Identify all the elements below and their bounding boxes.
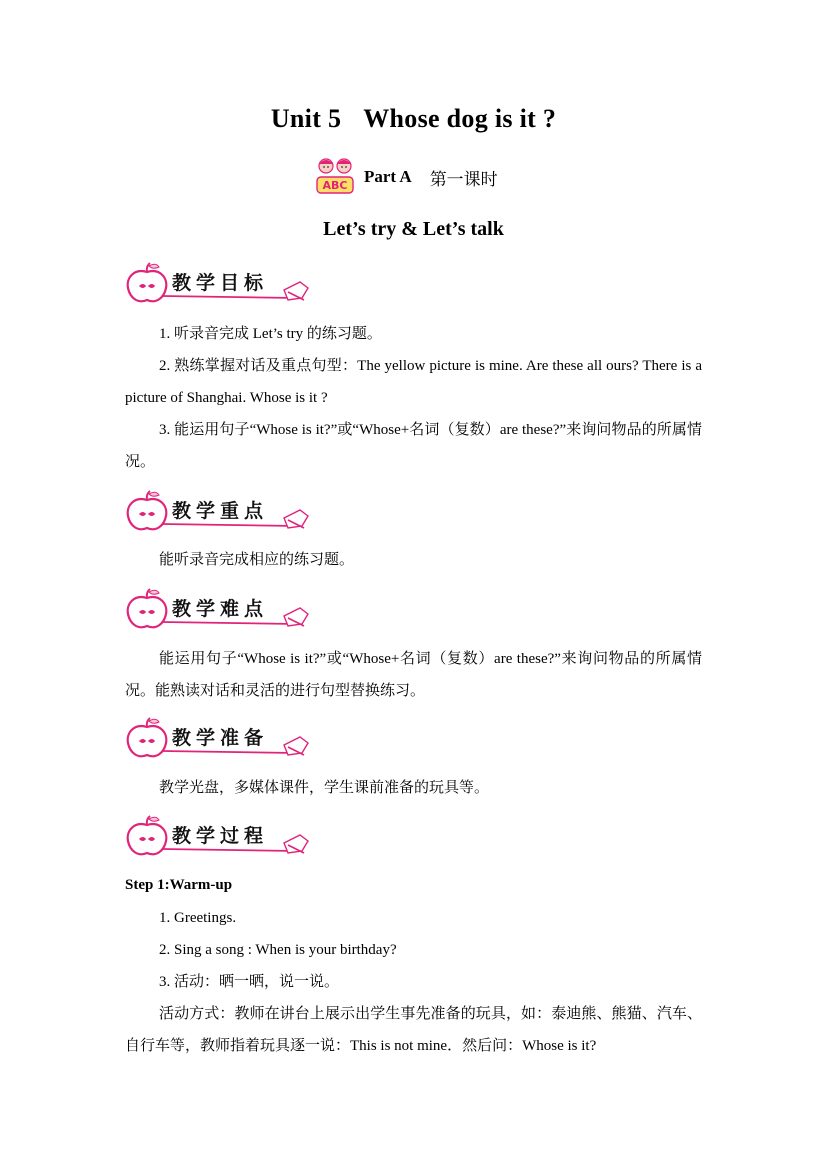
section-heading-label: 教学准备: [172, 727, 269, 749]
page-title: [0, 104, 827, 134]
subtitle: Let’s try & Let’s talk: [323, 218, 504, 240]
step-1-item-1: 1. Greetings.: [159, 910, 237, 926]
pen-hand-icon: [284, 282, 308, 300]
apple-icon: [128, 263, 167, 301]
key-points-text: 能听录音完成相应的练习题。: [159, 552, 355, 568]
pen-hand-icon: [284, 608, 308, 626]
section-heading-label: 教学重点: [172, 500, 269, 522]
difficulties-text: 能运用句子“Whose is it?”或“Whose+名词（复数）are these?”来询问物品的所属情况。能熟读对话和灵活的进行句型替换练习。: [125, 651, 702, 699]
step-1-item-2: 2. Sing a song : When is your birthday?: [159, 942, 397, 958]
goal-item-1: 1. 听录音完成 Let’s try 的练习题。: [159, 326, 382, 342]
section-heading-difficulties: [124, 588, 314, 634]
section-heading-preparation: [124, 717, 314, 763]
goal-item-3: 3. 能运用句子“Whose is it?”或“Whose+名词（复数）are these?”来询问物品的所属情况。: [125, 422, 702, 470]
pen-hand-icon: [284, 737, 308, 755]
part-line: [314, 157, 498, 197]
preparation-text: 教学光盘，多媒体课件，学生课前准备的玩具等。: [159, 780, 490, 796]
pen-hand-icon: [284, 835, 308, 853]
step-1-item-4: 活动方式：教师在讲台上展示出学生事先准备的玩具，如：泰迪熊、熊猫、汽车、自行车等，教师指着玩具逐一说：This is not mine．然后问：Whose is it?: [125, 1006, 702, 1054]
section-heading-label: 教学目标: [172, 272, 269, 294]
step-1-item-3: 3. 活动：晒一晒，说一说。: [159, 974, 340, 990]
abc-kids-icon: [314, 157, 356, 197]
part-lesson: 第一课时: [429, 169, 498, 190]
section-heading-label: 教学过程: [172, 825, 269, 847]
title-text: Whose dog is it ?: [363, 104, 557, 133]
section-heading-goals: [124, 262, 314, 308]
apple-icon: [128, 589, 167, 627]
step-1-title: Step 1:Warm-up: [125, 877, 233, 893]
apple-icon: [128, 491, 167, 529]
apple-icon: [128, 718, 167, 756]
section-heading-process: [124, 815, 314, 861]
title-unit: Unit 5: [270, 104, 342, 133]
pen-hand-icon: [284, 510, 308, 528]
part-label: Part A: [364, 167, 412, 186]
section-heading-label: 教学难点: [172, 598, 269, 620]
svg-text:ABC: ABC: [322, 179, 348, 192]
goal-item-2: 2. 熟练掌握对话及重点句型：The yellow picture is mine. Are these all ours? There is a picture of Shanghai. Whose is it ?: [125, 358, 702, 406]
apple-icon: [128, 816, 167, 854]
section-heading-key-points: [124, 490, 314, 536]
